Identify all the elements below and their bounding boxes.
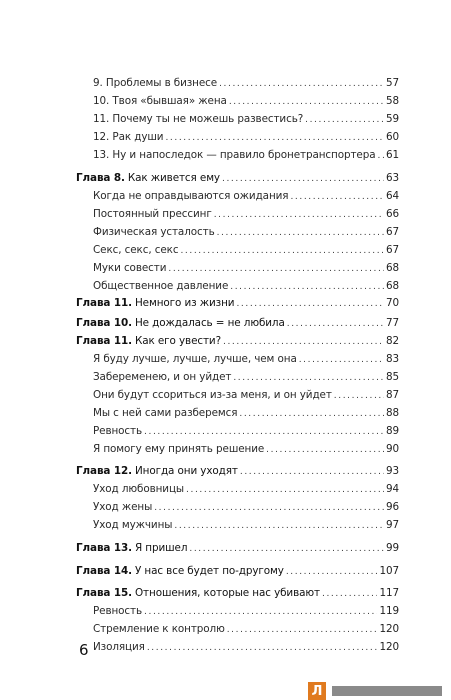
- toc-section-row: [76, 640, 399, 654]
- toc-page-number: 68: [385, 280, 399, 292]
- leader-dots: [154, 501, 384, 515]
- toc-page-number: 82: [385, 335, 399, 347]
- toc-entry-title: [93, 243, 178, 257]
- leader-dots: [189, 542, 384, 556]
- leader-dots: [144, 425, 384, 439]
- leader-dots: [180, 244, 384, 258]
- toc-entry-label: У нас все будет по-другому: [134, 565, 284, 577]
- toc-page-number: 94: [385, 483, 399, 495]
- toc-page-number: 117: [379, 587, 399, 599]
- toc-chapter-number: Глава 11.: [76, 335, 132, 347]
- toc-chapter-number: Глава 14.: [76, 565, 132, 577]
- leader-dots: [236, 297, 384, 311]
- toc-chapter-row: [76, 171, 399, 185]
- toc-page-number: 64: [385, 190, 399, 202]
- toc-entry-title: [93, 225, 215, 239]
- leader-dots: [186, 483, 384, 497]
- leader-dots: [219, 77, 384, 91]
- toc-page-number: 97: [385, 519, 399, 531]
- toc-entry-title: [93, 424, 142, 438]
- toc-entry-label: Я буду лучше, лучше, лучше, чем она: [93, 353, 297, 365]
- toc-entry-label: Как его увести?: [134, 335, 222, 347]
- toc-section-row: [76, 261, 399, 275]
- leader-dots: [290, 190, 384, 204]
- toc-entry-title: [93, 406, 237, 420]
- toc-page-number: 57: [385, 77, 399, 89]
- toc-entry-label: Когда не оправдываются ожидания: [93, 190, 289, 202]
- toc-page-number: 90: [385, 443, 399, 455]
- toc-entry-label: Физическая усталость: [93, 226, 215, 238]
- leader-dots: [287, 317, 384, 331]
- toc-entry-title: [93, 482, 184, 496]
- page-number: 6: [79, 641, 89, 659]
- leader-dots: [305, 113, 384, 127]
- leader-dots: [168, 262, 384, 276]
- toc-page-number: 59: [385, 113, 399, 125]
- toc-section-row: [76, 112, 399, 126]
- leader-dots: [227, 623, 378, 637]
- toc-entry-label: Уход мужчины: [93, 519, 173, 531]
- toc-section-row: [76, 482, 399, 496]
- toc-entry-title: [93, 442, 264, 456]
- toc-entry-title: [93, 130, 163, 144]
- toc-entry-label: 11. Почему ты не можешь развестись?: [93, 113, 304, 125]
- toc-entry-title: [93, 207, 212, 221]
- toc-entry-title: [76, 586, 320, 600]
- toc-page-number: 120: [379, 641, 399, 653]
- toc-entry-title: [76, 296, 234, 310]
- toc-entry-title: [93, 604, 142, 618]
- toc-entry-title: [93, 518, 172, 532]
- toc-entry-label: Уход жены: [93, 501, 153, 513]
- toc-entry-label: Немного из жизни: [134, 297, 235, 309]
- toc-page-number: 88: [385, 407, 399, 419]
- toc-page-number: 58: [385, 95, 399, 107]
- toc-section-row: [76, 370, 399, 384]
- toc-entry-label: Уход любовницы: [93, 483, 185, 495]
- leader-dots: [165, 131, 384, 145]
- leader-dots: [222, 172, 384, 186]
- toc-page-number: 87: [385, 389, 399, 401]
- toc-page-number: 83: [385, 353, 399, 365]
- toc-page-number: 66: [385, 208, 399, 220]
- toc-entry-label: Изоляция: [93, 641, 145, 653]
- toc-section-row: [76, 622, 399, 636]
- toc-section-row: [76, 189, 399, 203]
- toc-section-row: [76, 207, 399, 221]
- toc-entry-title: [93, 352, 297, 366]
- toc-entry-label: Мы с ней сами разберемся: [93, 407, 238, 419]
- toc-page-number: 120: [379, 623, 399, 635]
- toc-entry-title: [76, 464, 238, 478]
- toc-section-row: [76, 148, 399, 162]
- toc-chapter-number: Глава 8.: [76, 172, 125, 184]
- toc-entry-label: Я помогу ему принять решение: [93, 443, 265, 455]
- toc-page-number: 70: [385, 297, 399, 309]
- toc-entry-label: Отношения, которые нас убивают: [134, 587, 320, 599]
- leader-dots: [240, 465, 384, 479]
- leader-dots: [217, 226, 384, 240]
- toc-chapter-number: Глава 10.: [76, 317, 132, 329]
- leader-dots: [322, 587, 377, 601]
- toc-page-number: 67: [385, 244, 399, 256]
- toc-page-number: 89: [385, 425, 399, 437]
- toc-entry-title: [93, 76, 217, 90]
- toc-section-row: [76, 388, 399, 402]
- litres-logo-icon: Л: [308, 682, 326, 700]
- toc-page-number: 60: [385, 131, 399, 143]
- toc-entry-title: [93, 94, 227, 108]
- toc-page-number: 67: [385, 226, 399, 238]
- toc-page-number: 85: [385, 371, 399, 383]
- toc-chapter-number: Глава 13.: [76, 542, 132, 554]
- toc-page-number: 61: [385, 149, 399, 161]
- toc-chapter-row: [76, 464, 399, 478]
- toc-section-row: [76, 243, 399, 257]
- toc-entry-title: [76, 541, 187, 555]
- toc-chapter-row: [76, 541, 399, 555]
- toc-entry-label: Общественное давление: [93, 280, 229, 292]
- leader-dots: [266, 443, 384, 457]
- toc-entry-title: [93, 279, 228, 293]
- toc-entry-label: 12. Рак души: [93, 131, 164, 143]
- toc-entry-label: 9. Проблемы в бизнесе: [93, 77, 218, 89]
- leader-dots: [144, 605, 377, 619]
- litres-watermark-bar: [332, 686, 442, 696]
- toc-page-number: 107: [379, 565, 399, 577]
- toc-page-number: 93: [385, 465, 399, 477]
- toc-entry-title: [93, 500, 152, 514]
- toc-section-row: [76, 130, 399, 144]
- toc-section-row: [76, 604, 399, 618]
- toc-entry-label: Ревность: [93, 425, 143, 437]
- toc-entry-label: Я пришел: [134, 542, 188, 554]
- toc-entry-title: [76, 564, 284, 578]
- toc-section-row: [76, 518, 399, 532]
- leader-dots: [299, 353, 384, 367]
- leader-dots: [174, 519, 384, 533]
- toc-entry-label: Постоянный прессинг: [93, 208, 212, 220]
- toc-entry-title: [93, 622, 225, 636]
- toc-entry-title: [93, 189, 288, 203]
- toc-page-number: 63: [385, 172, 399, 184]
- toc-page-number: 99: [385, 542, 399, 554]
- toc-page-number: 68: [385, 262, 399, 274]
- toc-entry-title: [93, 261, 166, 275]
- leader-dots: [334, 389, 384, 403]
- toc-section-row: [76, 94, 399, 108]
- toc-chapter-row: [76, 296, 399, 310]
- leader-dots: [214, 208, 384, 222]
- toc-entry-label: Не дождалась = не любила: [134, 317, 285, 329]
- toc-page-number: 119: [379, 605, 399, 617]
- toc-entry-title: [93, 388, 332, 402]
- leader-dots: [377, 149, 383, 163]
- toc-entry-title: [76, 171, 220, 185]
- toc-entry-label: Муки совести: [93, 262, 167, 274]
- leader-dots: [229, 95, 384, 109]
- toc-entry-label: 10. Твоя «бывшая» жена: [93, 95, 227, 107]
- toc-entry-label: Секс, секс, секс: [93, 244, 179, 256]
- toc-section-row: [76, 442, 399, 456]
- toc-chapter-number: Глава 11.: [76, 297, 132, 309]
- leader-dots: [239, 407, 384, 421]
- toc-entry-title: [93, 148, 375, 162]
- toc-section-row: [76, 424, 399, 438]
- toc-section-row: [76, 225, 399, 239]
- leader-dots: [286, 565, 378, 579]
- toc-chapter-row: [76, 586, 399, 600]
- toc-section-row: [76, 352, 399, 366]
- leader-dots: [147, 641, 378, 655]
- toc-entry-title: [93, 112, 303, 126]
- toc-entry-title: [93, 370, 231, 384]
- toc-entry-label: 13. Ну и напоследок — правило бронетранспортера: [93, 149, 376, 161]
- toc-section-row: [76, 279, 399, 293]
- toc-page-number: 96: [385, 501, 399, 513]
- toc-section-row: [76, 406, 399, 420]
- toc-chapter-row: [76, 316, 399, 330]
- toc-chapter-number: Глава 15.: [76, 587, 132, 599]
- toc-entry-label: Ревность: [93, 605, 143, 617]
- toc-section-row: [76, 500, 399, 514]
- toc-page-number: 77: [385, 317, 399, 329]
- toc-entry-label: Забеременею, и он уйдет: [93, 371, 232, 383]
- toc-entry-title: [76, 334, 221, 348]
- toc-chapter-row: [76, 334, 399, 348]
- toc-entry-title: [93, 640, 145, 654]
- toc-section-row: [76, 76, 399, 90]
- leader-dots: [233, 371, 384, 385]
- toc-entry-title: [76, 316, 285, 330]
- toc-chapter-row: [76, 564, 399, 578]
- toc-entry-label: Иногда они уходят: [134, 465, 238, 477]
- toc-entry-label: Они будут ссориться из-за меня, и он уйдет: [93, 389, 332, 401]
- toc-chapter-number: Глава 12.: [76, 465, 132, 477]
- toc-entry-label: Стремление к контролю: [93, 623, 225, 635]
- toc-entry-label: Как живется ему: [127, 172, 220, 184]
- leader-dots: [230, 280, 384, 294]
- leader-dots: [223, 335, 384, 349]
